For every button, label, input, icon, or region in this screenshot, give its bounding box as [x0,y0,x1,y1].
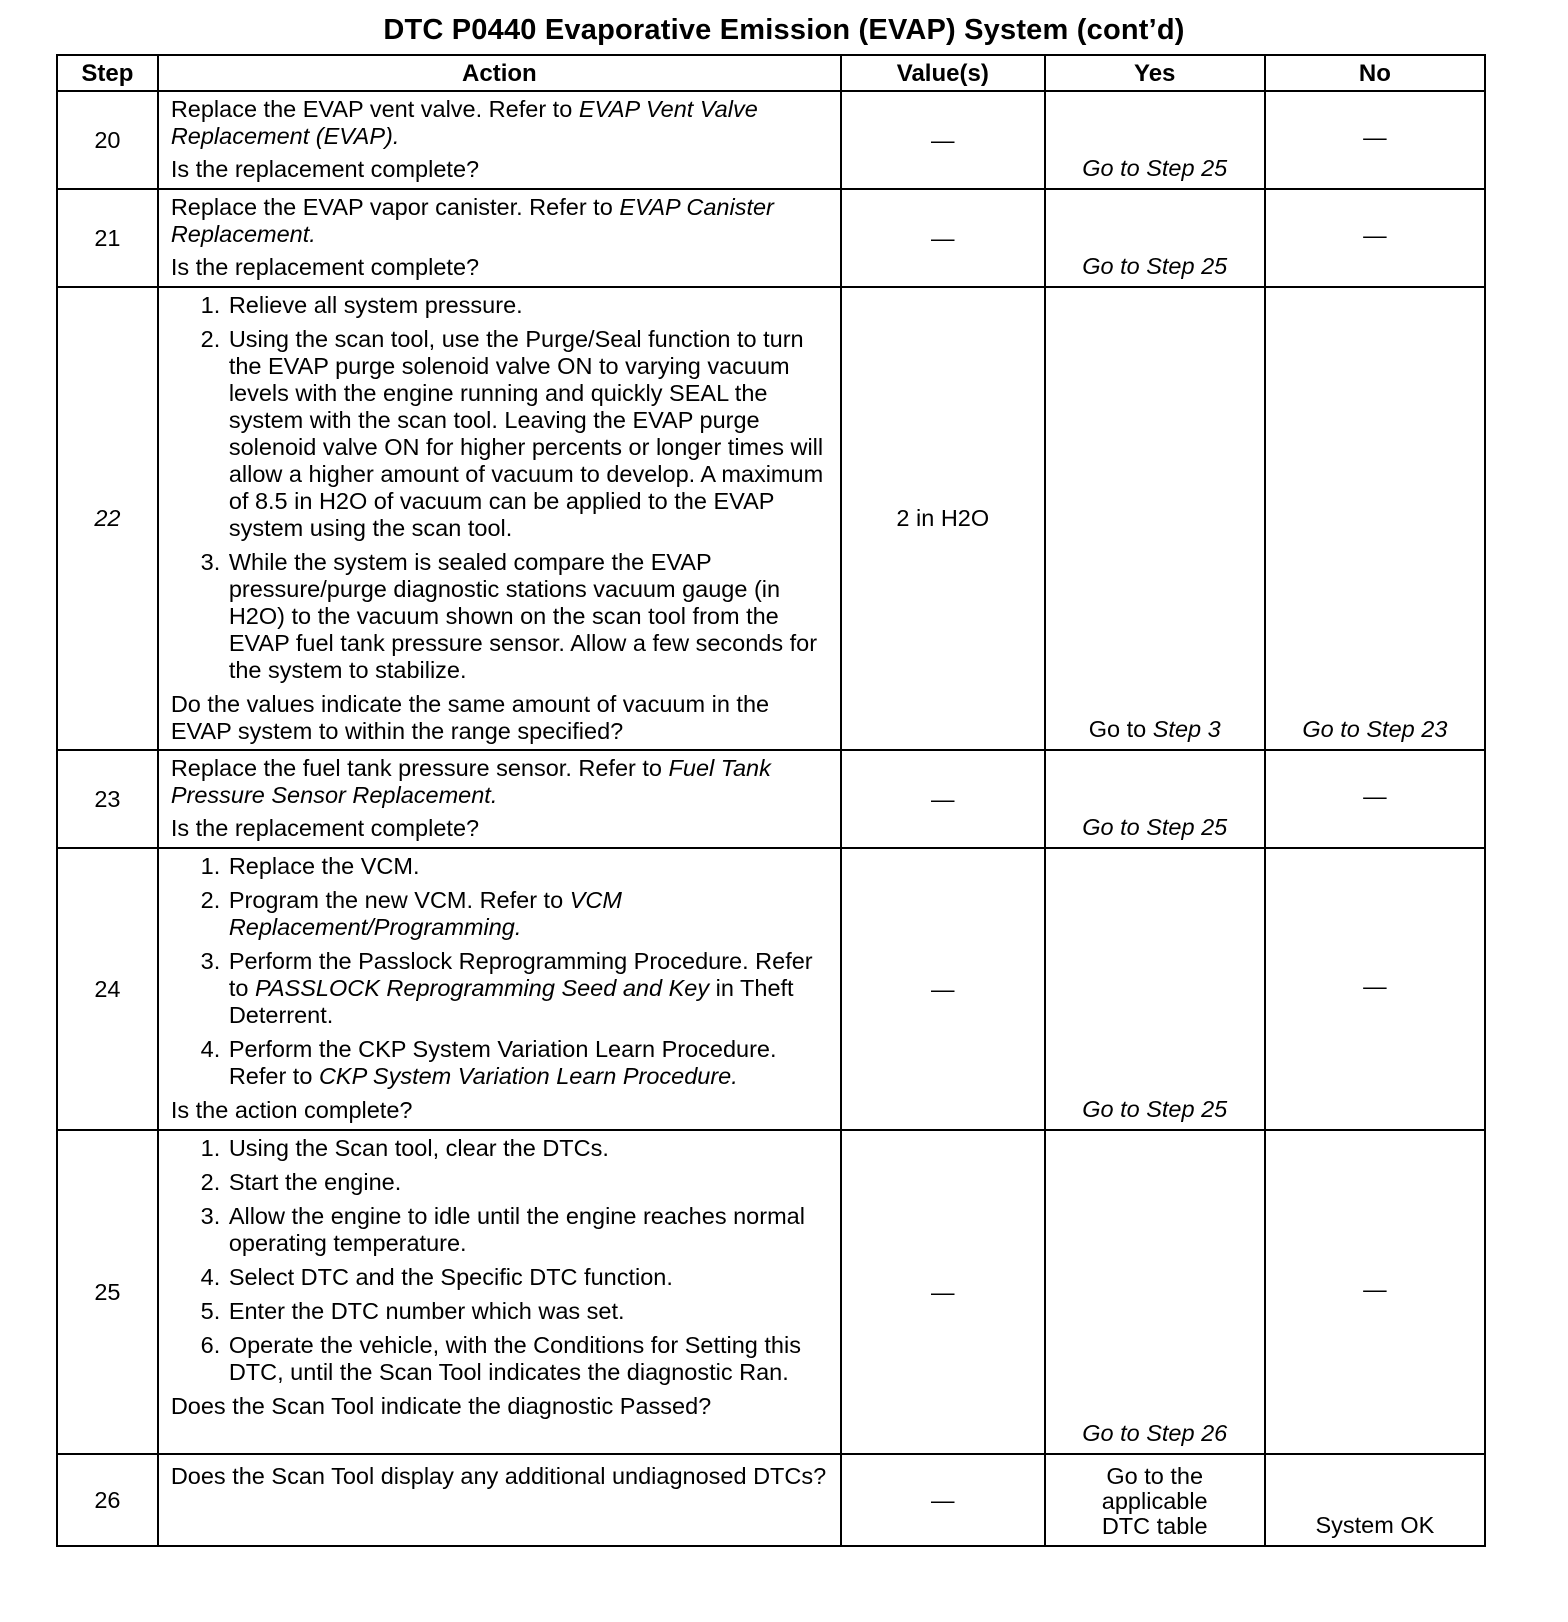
action-cell [158,1454,841,1546]
value-cell: 2 in H2O [841,287,1045,750]
yes-cell: Go to Step 26 [1045,1130,1265,1454]
value-cell: — [841,189,1045,287]
list-item: 2. Program the new VCM. Refer to VCM Replacement/Programming. [227,887,830,941]
page-title: DTC P0440 Evaporative Emission (EVAP) System (cont’d) [383,14,1185,46]
list-item: 1. Replace the VCM. [227,853,830,880]
list-item: 4. Perform the CKP System Variation Learn Procedure. Refer to CKP System Variation Learn Procedure. [227,1036,830,1090]
reference-link: EVAP Vent Valve Replacement (EVAP). [170,96,758,149]
question-text: Is the replacement complete? [170,815,480,841]
list-item: 2. Start the engine. [227,1169,830,1196]
diagnostic-table [56,54,1486,1547]
question-text: Do the values indicate the same amount of vacuum in the EVAP system to within the range specified? [170,691,770,744]
table-row [57,1130,1485,1454]
action-text: Replace the EVAP vapor canister. Refer to EVAP Canister Replacement. [170,194,774,247]
list-item: 1. Using the Scan tool, clear the DTCs. [227,1135,830,1162]
action-text: Replace the fuel tank pressure sensor. Refer to Fuel Tank Pressure Sensor Replacement. [170,755,771,808]
reference-link: Fuel Tank Pressure Sensor Replacement. [170,755,771,808]
question-text: Does the Scan Tool indicate the diagnostic Passed? [170,1393,712,1419]
list-item: 3. While the system is sealed compare the EVAP pressure/purge diagnostic stations vacuum gauge (in H2O) to the vacuum shown on the scan tool from the EVAP fuel tank pressure sensor. Allow a few seconds for the system to stabilize. [227,549,830,684]
no-cell: — [1265,848,1485,1130]
action-text: Replace the EVAP vent valve. Refer to EVAP Vent Valve Replacement (EVAP). [170,96,758,149]
table-row [57,189,1485,287]
table-row [57,848,1485,1130]
no-cell: — [1265,189,1485,287]
reference-link: Step 3 [1152,716,1221,742]
yes-cell: Go to Step 25 [1045,189,1265,287]
yes-cell: Go to Step 25 [1045,750,1265,848]
list-item: 3. Perform the Passlock Reprogramming Procedure. Refer to PASSLOCK Reprogramming Seed and Key in Theft Deterrent. [227,948,830,1029]
table-row [57,1454,1485,1546]
header-action: Action [158,55,841,91]
question-text: Is the replacement complete? [170,254,480,280]
value-cell: — [841,848,1045,1130]
value-cell: — [841,1454,1045,1546]
question-text: Is the replacement complete? [170,156,480,182]
no-cell: — [1265,1130,1485,1454]
step-number: 21 [57,189,158,287]
question-text: Does the Scan Tool display any additional undiagnosed DTCs? [170,1463,827,1489]
step-number: 23 [57,750,158,848]
table-row [57,287,1485,750]
list-item: 6. Operate the vehicle, with the Conditions for Setting this DTC, until the Scan Tool indicates the diagnostic Ran. [227,1332,830,1386]
value-cell: — [841,750,1045,848]
header-yes: Yes [1045,55,1265,91]
action-cell [158,91,841,189]
list-item: 1. Relieve all system pressure. [227,292,830,319]
list-item: 5. Enter the DTC number which was set. [227,1298,830,1325]
table-row [57,91,1485,189]
reference-link: PASSLOCK Reprogramming Seed and Key [254,975,710,1001]
header-row [57,55,1485,91]
value-cell: — [841,1130,1045,1454]
action-cell [158,189,841,287]
yes-cell: Go to Step 25 [1045,848,1265,1130]
action-list [171,853,830,1090]
reference-link: EVAP Canister Replacement. [170,194,774,247]
header-values: Value(s) [841,55,1045,91]
no-cell: Go to Step 23 [1265,287,1485,750]
no-cell: System OK [1265,1454,1485,1546]
action-cell [158,1130,841,1454]
question-text: Is the action complete? [170,1097,413,1123]
action-list [171,292,830,684]
yes-cell: Go to Step 25 [1045,91,1265,189]
yes-cell: Go to Step 3 [1045,287,1265,750]
reference-link: CKP System Variation Learn Procedure. [318,1063,738,1089]
table-row [57,750,1485,848]
action-list [171,1135,830,1386]
list-item: 4. Select DTC and the Specific DTC function. [227,1264,830,1291]
reference-link: VCM Replacement/Programming. [228,887,622,940]
action-cell [158,750,841,848]
no-cell: — [1265,91,1485,189]
list-item: 3. Allow the engine to idle until the engine reaches normal operating temperature. [227,1203,830,1257]
step-number: 25 [57,1130,158,1454]
step-number: 26 [57,1454,158,1546]
header-step: Step [57,55,158,91]
step-number: 24 [57,848,158,1130]
list-item: 2. Using the scan tool, use the Purge/Seal function to turn the EVAP purge solenoid valve ON to varying vacuum levels with the engine running and quickly SEAL the system with the scan tool. Leaving the EVAP purge solenoid valve ON for higher percents or longer times will allow a higher amount of vacuum to develop. A maximum of 8.5 in H2O of vacuum can be applied to the EVAP system using the scan tool. [227,326,830,542]
action-cell [158,848,841,1130]
yes-cell: Go to the applicable DTC table [1045,1454,1265,1546]
no-cell: — [1265,750,1485,848]
header-no: No [1265,55,1485,91]
step-number: 20 [57,91,158,189]
value-cell: — [841,91,1045,189]
action-cell [158,287,841,750]
step-number: 22 [57,287,158,750]
